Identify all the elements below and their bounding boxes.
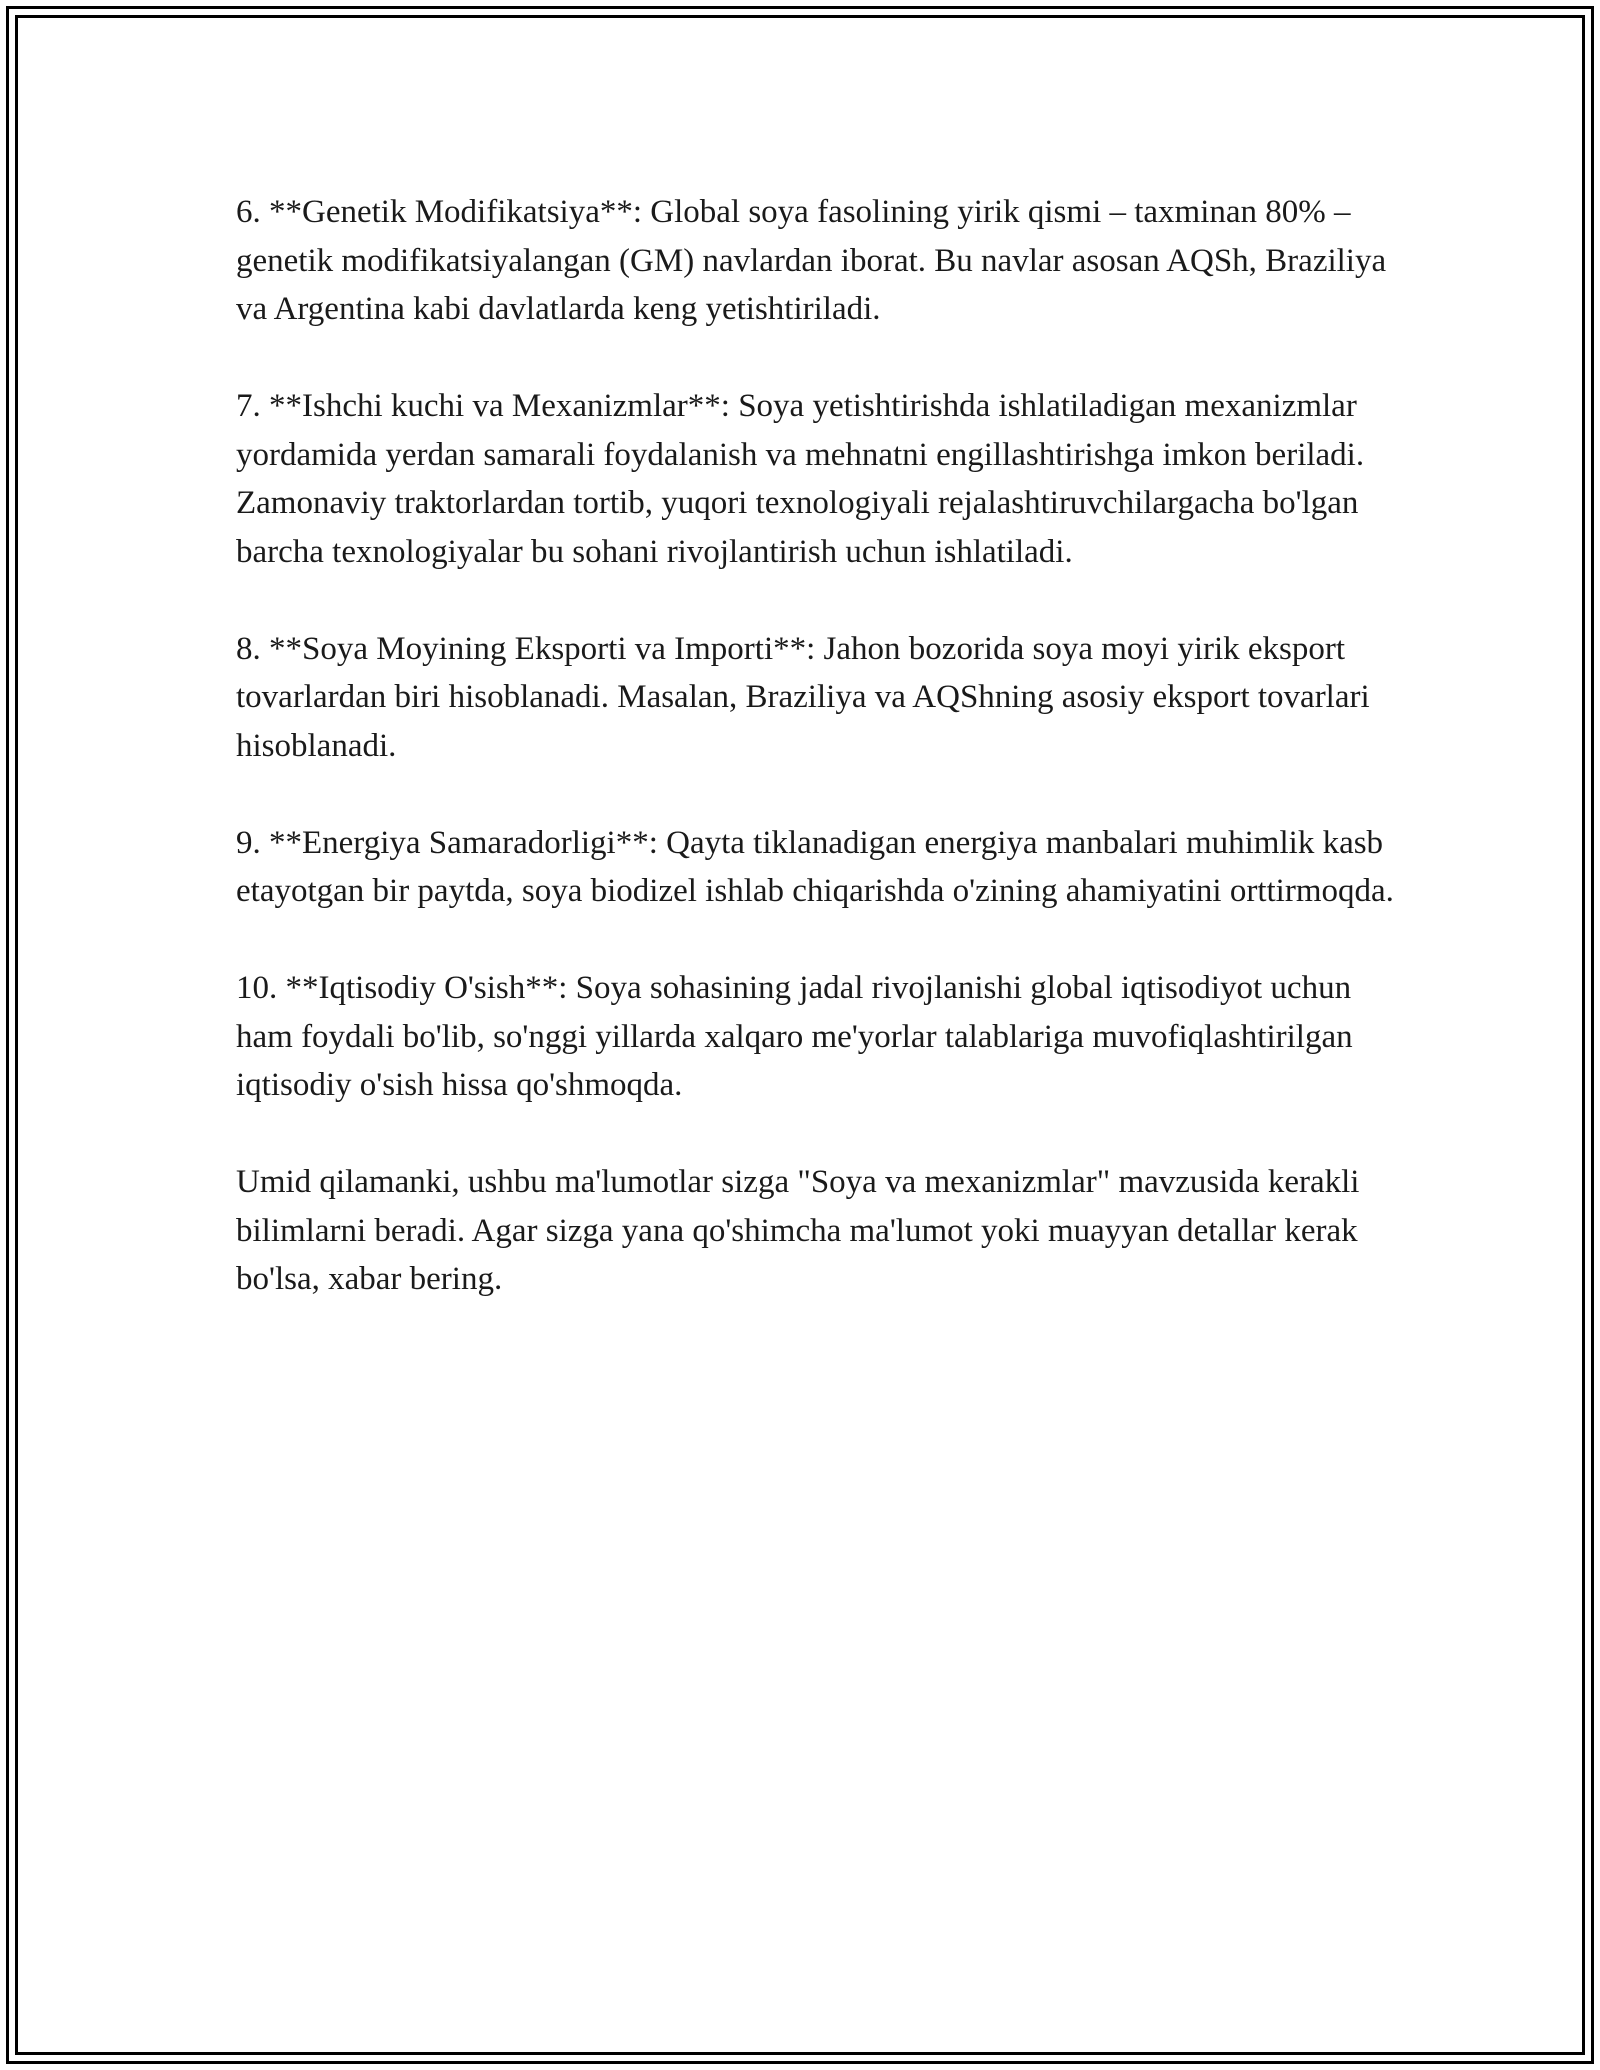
paragraph-genetik-modifikatsiya: 6. **Genetik Modifikatsiya**: Global soya fasolining yirik qismi – taxminan 80% – genetik modifikatsiyalangan (GM) navlardan iborat. Bu navlar asosan AQSh, Braziliya va Argentina kabi davlatlarda keng yetishtiriladi. <box>236 194 1387 327</box>
document-body <box>236 188 1406 1352</box>
paragraph-ishchi-kuchi: 7. **Ishchi kuchi va Mexanizmlar**: Soya yetishtirishda ishlatiladigan mexanizmlar yordamida yerdan samarali foydalanish va mehnatni engillashtirishga imkon beriladi. Zamonaviy traktorlardan tortib, yuqori texnologiyali rejalashtiruvchilargacha bo'lgan barcha texnologiyalar bu sohani rivojlantirish uchun ishlatiladi. <box>236 388 1365 570</box>
paragraph-soya-moyi-eksporti: 8. **Soya Moyining Eksporti va Importi**: Jahon bozorida soya moyi yirik eksport tovarlardan biri hisoblanadi. Masalan, Braziliya va AQShning asosiy eksport tovarlari hisoblanadi. <box>236 630 1370 764</box>
paragraph-closing: Umid qilamanki, ushbu ma'lumotlar sizga "Soya va mexanizmlar" mavzusida kerakli bilimlarni beradi. Agar sizga yana qo'shimcha ma'lumot yoki muayyan detallar kerak bo'lsa, xabar bering. <box>236 1164 1360 1297</box>
paragraph-energiya-samaradorligi: 9. **Energiya Samaradorligi**: Qayta tiklanadigan energiya manbalari muhimlik kasb etayotgan bir paytda, soya biodizel ishlab chiqarishda o'zining ahamiyatini orttirmoqda. <box>236 824 1394 909</box>
paragraph-iqtisodiy-osish: 10. **Iqtisodiy O'sish**: Soya sohasining jadal rivojlanishi global iqtisodiyot uchun ham foydali bo'lib, so'nggi yillarda xalqaro me'yorlar talablariga muvofiqlashtirilgan iqtisodiy o'sish hissa qo'shmoqda. <box>236 970 1353 1103</box>
